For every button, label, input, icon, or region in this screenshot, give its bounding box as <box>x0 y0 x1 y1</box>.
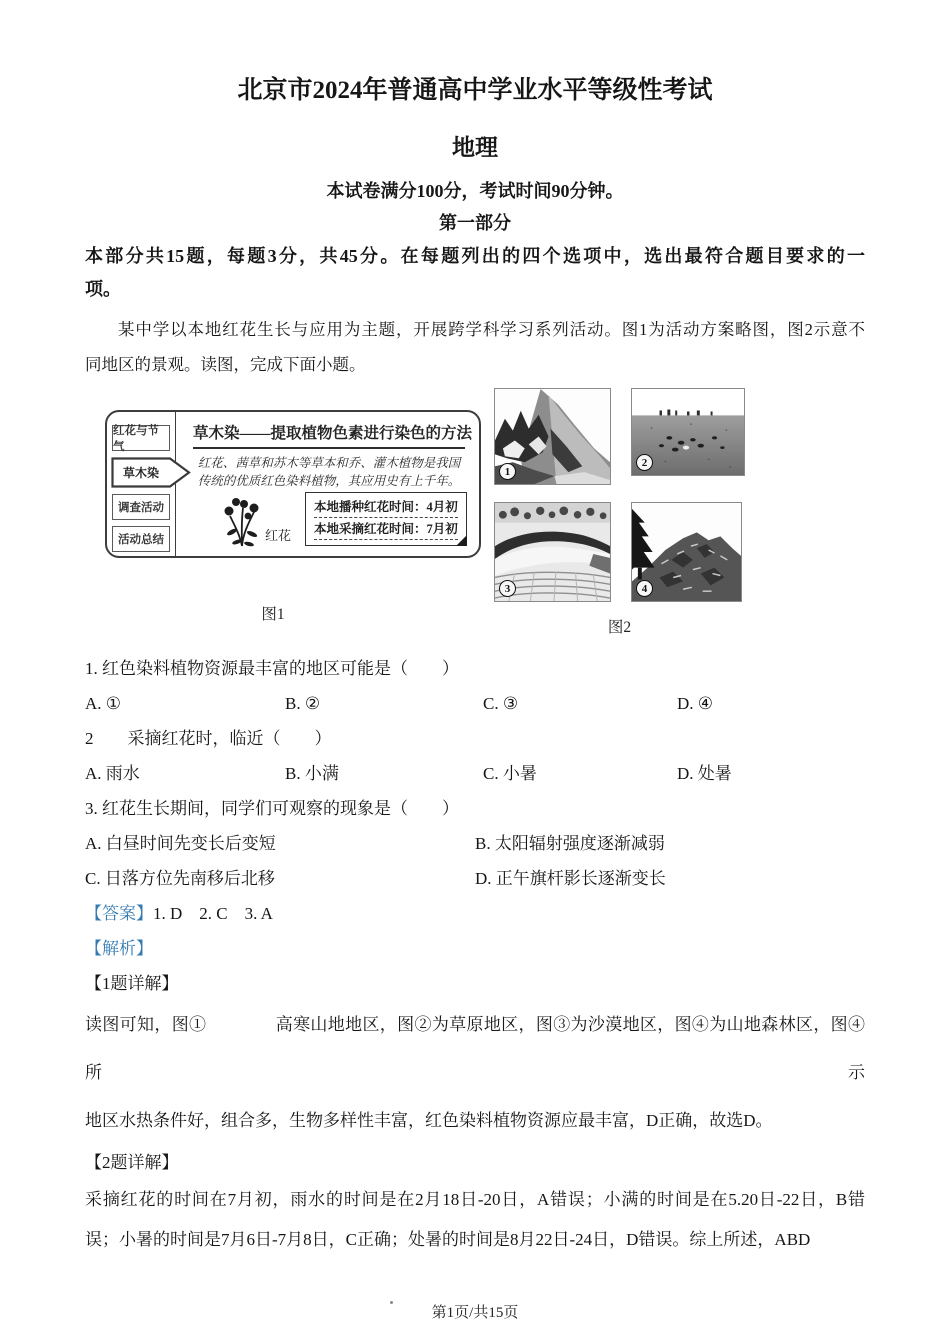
landscape-photo-3 <box>494 502 611 602</box>
subject-title: 地理 <box>452 135 498 160</box>
explanation-1-paragraph <box>85 1001 865 1145</box>
fig1-tab-honghua-jieqi <box>112 425 170 451</box>
figure2-column <box>494 388 745 637</box>
section-title: 第一部分 <box>439 213 511 233</box>
explanation-2-line-1: 采摘红花的时间在7月初，雨水的时间是在2月18日-20日，A错误；小满的时间是在5.20日-22日，B错 <box>85 1190 865 1209</box>
option-b: B. 太阳辐射强度逐渐减弱 <box>475 834 665 853</box>
figure1-diagram <box>105 410 481 558</box>
explanation-2-paragraph <box>85 1180 865 1260</box>
photo-number-badge: 3 <box>499 580 516 597</box>
photo-number-badge: 2 <box>636 454 653 471</box>
safflower-icon <box>221 496 263 548</box>
photo-number-badge: 1 <box>499 463 516 480</box>
instructions-line-1: 本部分共15题，每题3分，共45分。在每题列出的四个选项中，选出最符合题目要求的一 <box>85 246 865 266</box>
answer-label: 【答案】 <box>85 904 153 923</box>
option-c: C. ③ <box>483 694 519 713</box>
note-line-2: 本地采摘红花时间：7月初 <box>314 518 458 540</box>
section-instructions <box>85 240 865 306</box>
question-3-options-row-2 <box>85 861 865 896</box>
note-box <box>305 492 467 546</box>
page-title: 北京市2024年普通高中学业水平等级性考试 <box>237 77 713 104</box>
fig1-tab-huodong-zongjie <box>112 526 170 552</box>
question-1-stem: 1. 红色染料植物资源最丰富的地区可能是（ ） <box>85 659 459 678</box>
page-footer: 第1页/共15页 <box>431 1305 519 1321</box>
option-d: D. 正午旗杆影长逐渐变长 <box>475 869 666 888</box>
photo-number-badge: 4 <box>636 580 653 597</box>
explanation-2-line-2: 误；小暑的时间是7月6日-7月8日，C正确；处暑的时间是8月22日-24日，D错误。综上所述，ABD <box>85 1230 811 1249</box>
option-a: A. 雨水 <box>85 764 140 783</box>
tab-label: 红花与节气 <box>113 425 159 453</box>
landscape-photo-2 <box>631 388 745 476</box>
tab-label: 调查活动 <box>118 502 164 514</box>
tab-label: 草木染 <box>122 466 159 480</box>
explanation-1-line-2: 地区水热条件好，组合多，生物多样性丰富，红色染料植物资源应最丰富，D正确，故选D。 <box>85 1111 773 1130</box>
flower-label: 红花 <box>265 528 292 543</box>
photo-row-2 <box>494 502 745 602</box>
questions-section <box>85 651 865 1260</box>
photo-row-1 <box>494 388 745 485</box>
figure2-caption: 图2 <box>607 619 632 636</box>
figure1-column <box>85 388 485 624</box>
tab-label: 活动总结 <box>118 534 164 546</box>
analysis-line <box>85 931 865 966</box>
option-b: B. 小满 <box>285 764 339 783</box>
intro-line-1: 某中学以本地红花生长与应用为主题，开展跨学科学习系列活动。图1为活动方案略图，图2示意不 <box>118 320 865 339</box>
instructions-line-2: 项。 <box>85 279 121 299</box>
question-2-options <box>85 756 865 791</box>
answer-line <box>85 896 865 931</box>
fig1-body-line-1: 红花、茜草和苏木等草本和乔、灌木植物是我国 <box>197 456 461 470</box>
question-1-options <box>85 686 865 721</box>
option-a: A. ① <box>85 694 122 713</box>
fig1-tab-caomuran-active <box>111 457 191 488</box>
option-c: C. 日落方位先南移后北移 <box>85 869 275 888</box>
option-b: B. ② <box>285 694 321 713</box>
answer-text: 1. D 2. C 3. A <box>153 904 273 923</box>
intro-line-2: 同地区的景观。读图，完成下面小题。 <box>85 355 366 374</box>
explanation-1-heading: 【1题详解】 <box>85 974 179 993</box>
fig1-main-panel <box>177 412 479 556</box>
figure1-caption: 图1 <box>261 606 285 623</box>
explanation-1-line-1: 读图可知，图① 高寒山地地区，图②为草原地区，图③为沙漠地区，图④为山地森林区，图④所示 <box>85 1015 865 1082</box>
folded-corner-icon <box>456 535 467 546</box>
option-d: D. 处暑 <box>677 764 732 783</box>
passage-intro <box>85 312 865 382</box>
option-d: D. ④ <box>677 694 714 713</box>
option-a: A. 白昼时间先变长后变短 <box>85 834 276 853</box>
figures-row <box>85 388 950 637</box>
fig1-panel-title: 草木染——提取植物色素进行染色的方法 <box>193 421 465 449</box>
fig1-panel-body <box>187 454 471 490</box>
note-line-1: 本地播种红花时间：4月初 <box>314 496 458 518</box>
explanation-2-heading: 【2题详解】 <box>85 1153 179 1172</box>
analysis-label: 【解析】 <box>85 939 153 958</box>
fig1-bottom-row <box>187 492 471 548</box>
exam-info: 本试卷满分100分，考试时间90分钟。 <box>326 181 624 201</box>
fig1-tab-diaocha-huodong <box>112 494 170 520</box>
fig1-tab-list <box>107 412 175 556</box>
landscape-photo-4 <box>631 502 742 602</box>
question-2-stem: 2 采摘红花时，临近（ ） <box>85 729 332 748</box>
option-c: C. 小暑 <box>483 764 537 783</box>
question-3-stem: 3. 红花生长期间，同学们可观察的现象是（ ） <box>85 799 459 818</box>
fig1-body-line-2: 传统的优质红色染料植物，其应用史有上千年。 <box>197 474 461 488</box>
question-3-options-row-1 <box>85 826 865 861</box>
landscape-photo-1 <box>494 388 611 485</box>
